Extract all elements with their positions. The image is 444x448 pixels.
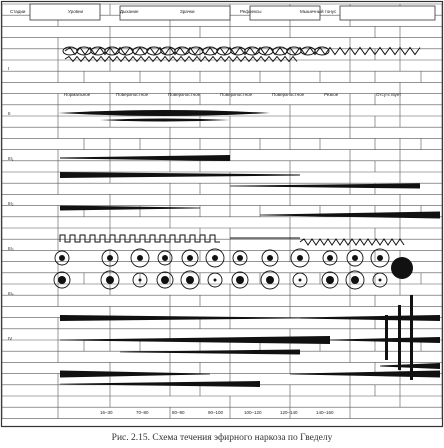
- spindle-bar: [100, 119, 230, 122]
- cell-label: Резкое: [324, 92, 339, 97]
- wave-respiration-a: [60, 235, 220, 242]
- pupil-inner: [299, 279, 302, 282]
- wedge-bar: [290, 371, 440, 378]
- row-label: III₂: [8, 201, 14, 206]
- header-label: Уровни: [68, 9, 84, 14]
- scale-value: 90–100: [208, 410, 224, 415]
- pupil-inner: [139, 279, 142, 282]
- pupil-inner: [326, 276, 334, 284]
- cell-label: Поверхностное: [272, 92, 305, 97]
- pupil-inner: [267, 255, 273, 261]
- cell-label: Поверхностное: [116, 92, 149, 97]
- pupil-inner: [214, 279, 217, 282]
- header-label: Зрачки: [180, 9, 195, 14]
- wedge-bar: [60, 336, 330, 344]
- wedge-bar: [60, 315, 300, 321]
- pupil-inner: [236, 276, 244, 284]
- header-label: Стадии: [10, 9, 26, 14]
- zigzag-pattern: [65, 57, 297, 62]
- header-label: Мышечный тонус: [300, 9, 337, 14]
- pupil-inner: [212, 255, 218, 261]
- wedge-bar: [60, 371, 210, 378]
- wedge-bar: [60, 155, 230, 161]
- cell-label: Нормальное: [64, 92, 91, 97]
- header-label: Рефлексы: [240, 9, 262, 14]
- pupil-inner: [352, 255, 358, 261]
- scale-value: 16–30: [100, 410, 113, 415]
- pupil-inner: [351, 276, 359, 284]
- pupil-inner: [106, 276, 114, 284]
- spindle-bar: [58, 110, 270, 116]
- scale-value: 100–120: [244, 410, 262, 415]
- pupil-inner: [186, 276, 194, 284]
- row-label: IV: [8, 336, 13, 341]
- scale-value: 140–160: [316, 410, 334, 415]
- row-label: I: [8, 66, 10, 71]
- cell-label: Отсутствует: [376, 92, 402, 97]
- scale-value: 120–140: [280, 410, 298, 415]
- pupil-inner: [297, 255, 303, 261]
- figure-caption: Рис. 2.15. Схема течения эфирного наркоза по Гведелу: [111, 433, 333, 443]
- header-box: [340, 6, 435, 20]
- wave-respiration-b: [300, 239, 404, 245]
- cell-label: Поверхностное: [168, 92, 201, 97]
- pupil-inner: [237, 255, 243, 261]
- row-label: III₃: [8, 246, 14, 251]
- pupil-inner: [162, 255, 168, 261]
- pupil-inner: [161, 276, 169, 284]
- wedge-bar: [60, 381, 260, 387]
- wedge-bar: [120, 350, 300, 355]
- pupil-inner: [107, 255, 113, 261]
- wedge-bar: [230, 184, 420, 189]
- pupil-inner: [266, 276, 274, 284]
- header-label: Дыхание: [120, 9, 139, 14]
- vertical-bar: [385, 315, 388, 360]
- pupil-inner: [377, 255, 383, 261]
- pupil-inner: [379, 279, 382, 282]
- wedge-bar: [60, 206, 200, 211]
- pupil-dilated: [391, 257, 413, 279]
- cell-labels: [8, 8, 401, 415]
- wedge-bar: [60, 172, 300, 178]
- row-label: III₁: [8, 156, 14, 161]
- wedge-bar: [300, 315, 440, 321]
- pupil-inner: [187, 255, 193, 261]
- pupil-inner: [137, 255, 143, 261]
- cell-label: Поверхностное: [220, 92, 253, 97]
- scale-value: 70–80: [136, 410, 149, 415]
- header-box: [30, 4, 100, 20]
- scale-value: 80–90: [172, 410, 185, 415]
- pupil-inner: [59, 255, 65, 261]
- sign-bars: [58, 110, 440, 387]
- pupil-inner: [327, 255, 333, 261]
- pupil-circles: [54, 249, 413, 289]
- row-label: III₄: [8, 291, 14, 296]
- pupil-inner: [58, 276, 66, 284]
- table-grid: [2, 4, 442, 418]
- row-label: II: [8, 111, 11, 116]
- vertical-bar: [398, 305, 401, 370]
- vertical-bar: [410, 295, 413, 380]
